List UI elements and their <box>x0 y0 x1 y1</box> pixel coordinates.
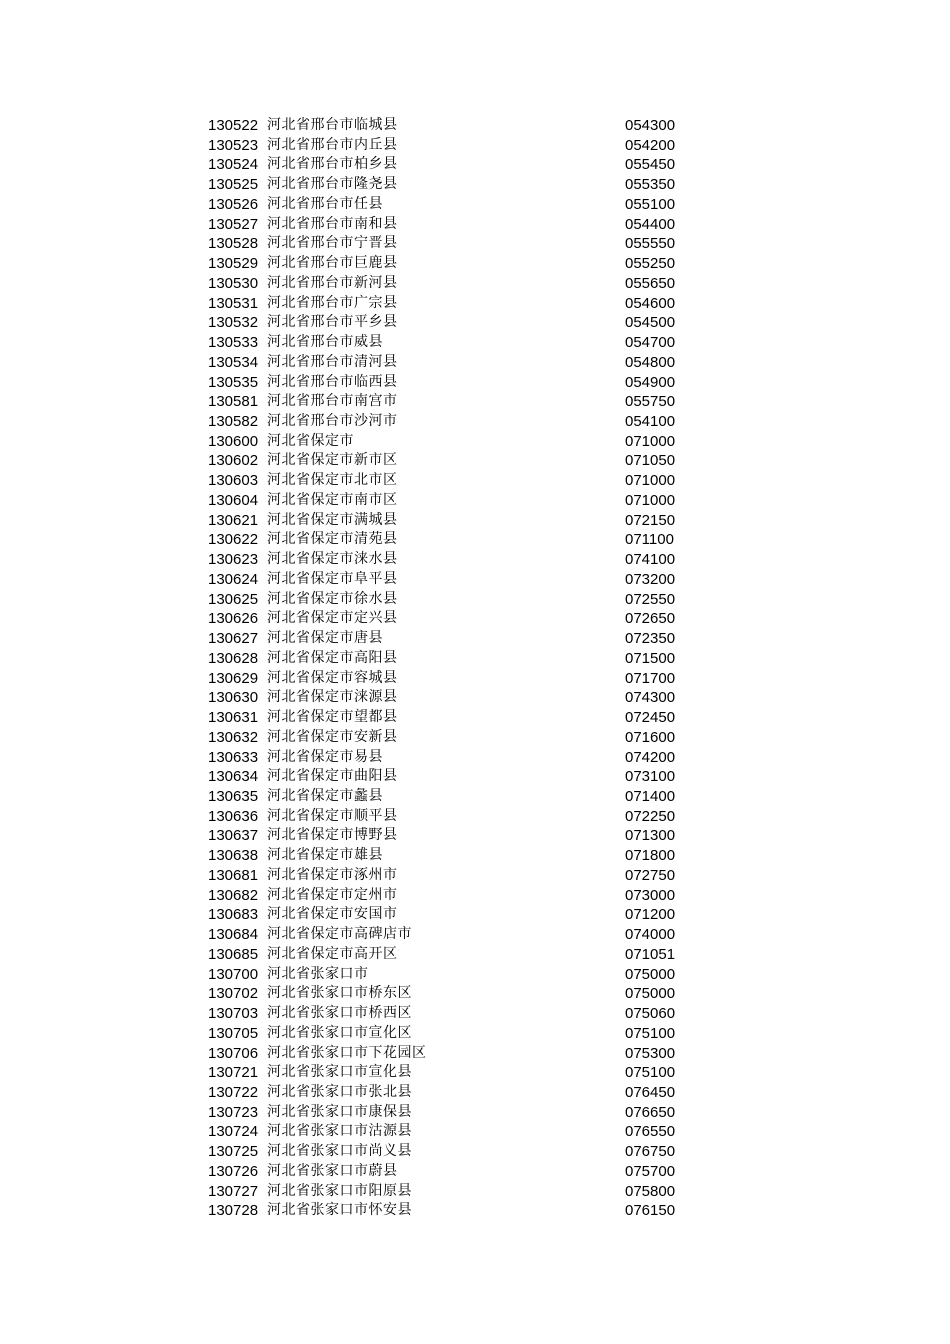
table-row <box>208 215 688 235</box>
region-name-cell: 河北省保定市清苑县 <box>267 531 398 548</box>
postal-code-cell: 054400 <box>625 215 676 233</box>
table-row <box>208 886 688 906</box>
region-code-cell: 130638 <box>208 847 259 865</box>
region-name-cell: 河北省保定市高阳县 <box>267 649 398 666</box>
region-code-cell: 130525 <box>208 176 259 194</box>
region-name-cell: 河北省邢台市隆尧县 <box>267 176 398 193</box>
postal-code-cell: 055100 <box>625 195 676 213</box>
region-name-cell: 河北省保定市望都县 <box>267 709 398 726</box>
region-name-cell: 河北省张家口市蔚县 <box>267 1162 398 1179</box>
region-code-cell: 130582 <box>208 413 259 431</box>
region-name-cell: 河北省邢台市威县 <box>267 334 383 351</box>
table-row <box>208 629 688 649</box>
postal-code-cell: 071500 <box>625 649 676 667</box>
table-row <box>208 570 688 590</box>
region-code-cell: 130602 <box>208 452 259 470</box>
region-code-cell: 130626 <box>208 610 259 628</box>
region-name-cell: 河北省保定市顺平县 <box>267 807 398 824</box>
region-code-cell: 130600 <box>208 432 259 450</box>
postal-code-cell: 076450 <box>625 1083 676 1101</box>
table-row <box>208 155 688 175</box>
region-name-cell: 河北省张家口市桥东区 <box>267 985 412 1002</box>
region-code-cell: 130636 <box>208 807 259 825</box>
region-name-cell: 河北省张家口市沽源县 <box>267 1123 412 1140</box>
region-name-cell: 河北省邢台市巨鹿县 <box>267 255 398 272</box>
region-code-cell: 130727 <box>208 1182 259 1200</box>
table-row <box>208 590 688 610</box>
region-name-cell: 河北省邢台市广宗县 <box>267 294 398 311</box>
region-code-cell: 130529 <box>208 255 259 273</box>
region-code-cell: 130524 <box>208 156 259 174</box>
postal-code-cell: 055350 <box>625 176 676 194</box>
region-code-cell: 130534 <box>208 353 259 371</box>
table-row <box>208 294 688 314</box>
table-row <box>208 136 688 156</box>
table-row <box>208 333 688 353</box>
region-code-cell: 130681 <box>208 866 259 884</box>
table-row <box>208 1201 688 1221</box>
region-name-cell: 河北省邢台市南和县 <box>267 215 398 232</box>
region-code-cell: 130637 <box>208 827 259 845</box>
table-row <box>208 688 688 708</box>
table-row <box>208 392 688 412</box>
postal-code-cell: 075000 <box>625 965 676 983</box>
region-name-cell: 河北省张家口市张北县 <box>267 1083 412 1100</box>
table-row <box>208 748 688 768</box>
region-name-cell: 河北省邢台市沙河市 <box>267 413 398 430</box>
table-row <box>208 1162 688 1182</box>
region-code-cell: 130528 <box>208 235 259 253</box>
region-name-cell: 河北省保定市雄县 <box>267 847 383 864</box>
postal-code-cell: 076750 <box>625 1143 676 1161</box>
postal-code-cell: 054300 <box>625 117 676 134</box>
table-row <box>208 274 688 294</box>
table-row <box>208 254 688 274</box>
table-row <box>208 1044 688 1064</box>
table-row <box>208 1063 688 1083</box>
postal-code-cell: 071400 <box>625 787 676 805</box>
region-code-cell: 130629 <box>208 669 259 687</box>
region-code-cell: 130530 <box>208 274 259 292</box>
region-code-cell: 130603 <box>208 472 259 490</box>
region-name-cell: 河北省邢台市柏乡县 <box>267 156 398 173</box>
table-row <box>208 1004 688 1024</box>
table-row <box>208 116 688 136</box>
region-name-cell: 河北省邢台市宁晋县 <box>267 235 398 252</box>
region-code-cell: 130700 <box>208 965 259 983</box>
region-code-cell: 130685 <box>208 945 259 963</box>
region-code-cell: 130706 <box>208 1044 259 1062</box>
region-code-cell: 130721 <box>208 1064 259 1082</box>
postal-code-cell: 074300 <box>625 689 676 707</box>
region-code-cell: 130627 <box>208 630 259 648</box>
region-name-cell: 河北省邢台市内丘县 <box>267 136 398 153</box>
postal-code-cell: 055250 <box>625 255 676 273</box>
table-row <box>208 175 688 195</box>
postal-code-cell: 073100 <box>625 768 676 786</box>
region-code-cell: 130633 <box>208 748 259 766</box>
region-name-cell: 河北省张家口市宣化县 <box>267 1064 412 1081</box>
postal-code-cell: 072150 <box>625 511 676 529</box>
region-code-cell: 130630 <box>208 689 259 707</box>
region-code-cell: 130682 <box>208 886 259 904</box>
table-row <box>208 195 688 215</box>
table-row <box>208 491 688 511</box>
region-code-cell: 130723 <box>208 1103 259 1121</box>
postal-code-cell: 055450 <box>625 156 676 174</box>
postal-code-cell: 072650 <box>625 610 676 628</box>
table-row <box>208 945 688 965</box>
region-code-cell: 130531 <box>208 294 259 312</box>
table-row <box>208 373 688 393</box>
table-row <box>208 807 688 827</box>
region-name-cell: 河北省张家口市 <box>267 965 369 982</box>
postal-code-cell: 074200 <box>625 748 676 766</box>
region-name-cell: 河北省张家口市尚义县 <box>267 1143 412 1160</box>
region-code-cell: 130725 <box>208 1143 259 1161</box>
region-name-cell: 河北省保定市徐水县 <box>267 590 398 607</box>
postal-code-cell: 072550 <box>625 590 676 608</box>
region-name-cell: 河北省张家口市阳原县 <box>267 1182 412 1199</box>
table-row <box>208 649 688 669</box>
postal-code-cell: 075800 <box>625 1182 676 1200</box>
region-name-cell: 河北省保定市蠡县 <box>267 787 383 804</box>
region-name-cell: 河北省保定市博野县 <box>267 827 398 844</box>
region-name-cell: 河北省张家口市康保县 <box>267 1103 412 1120</box>
region-name-cell: 河北省张家口市桥西区 <box>267 1005 412 1022</box>
postal-code-cell: 072450 <box>625 709 676 727</box>
region-code-cell: 130703 <box>208 1005 259 1023</box>
postal-code-cell: 072350 <box>625 630 676 648</box>
region-name-cell: 河北省保定市曲阳县 <box>267 768 398 785</box>
table-row <box>208 669 688 689</box>
table-row <box>208 826 688 846</box>
postal-code-cell: 055650 <box>625 274 676 292</box>
table-row <box>208 1182 688 1202</box>
region-code-cell: 130535 <box>208 373 259 391</box>
postal-code-cell: 054800 <box>625 353 676 371</box>
postal-code-cell: 071000 <box>625 491 676 509</box>
table-row <box>208 511 688 531</box>
postal-code-cell: 071000 <box>625 432 676 450</box>
region-name-cell: 河北省保定市唐县 <box>267 630 383 647</box>
region-code-cell: 130683 <box>208 906 259 924</box>
region-code-cell: 130581 <box>208 393 259 411</box>
postal-code-cell: 054200 <box>625 136 676 154</box>
region-name-cell: 河北省邢台市新河县 <box>267 274 398 291</box>
region-name-cell: 河北省保定市北市区 <box>267 472 398 489</box>
region-name-cell: 河北省邢台市任县 <box>267 195 383 212</box>
region-code-cell: 130684 <box>208 926 259 944</box>
region-code-cell: 130604 <box>208 491 259 509</box>
table-row <box>208 432 688 452</box>
table-row <box>208 708 688 728</box>
postal-code-cell: 071051 <box>625 945 676 963</box>
table-row <box>208 925 688 945</box>
region-name-cell: 河北省保定市涞源县 <box>267 689 398 706</box>
postal-code-cell: 075100 <box>625 1064 676 1082</box>
region-code-cell: 130702 <box>208 985 259 1003</box>
region-code-cell: 130532 <box>208 314 259 332</box>
table-row <box>208 905 688 925</box>
region-name-cell: 河北省保定市高开区 <box>267 945 398 962</box>
region-code-cell: 130533 <box>208 334 259 352</box>
postal-code-cell: 076150 <box>625 1202 676 1220</box>
region-code-cell: 130632 <box>208 728 259 746</box>
region-code-cell: 130624 <box>208 570 259 588</box>
region-name-cell: 河北省保定市安国市 <box>267 906 398 923</box>
region-name-cell: 河北省保定市高碑店市 <box>267 926 412 943</box>
region-name-cell: 河北省保定市安新县 <box>267 728 398 745</box>
table-row <box>208 767 688 787</box>
postal-code-cell: 054900 <box>625 373 676 391</box>
postal-code-cell: 073200 <box>625 570 676 588</box>
postal-code-cell: 075000 <box>625 985 676 1003</box>
postal-code-cell: 071700 <box>625 669 676 687</box>
postal-code-cell: 075060 <box>625 1005 676 1023</box>
region-code-cell: 130522 <box>208 117 259 134</box>
postal-code-cell: 075300 <box>625 1044 676 1062</box>
table-row <box>208 471 688 491</box>
region-name-cell: 河北省保定市新市区 <box>267 452 398 469</box>
region-code-table <box>208 116 688 1221</box>
region-code-cell: 130705 <box>208 1024 259 1042</box>
table-row <box>208 965 688 985</box>
table-row <box>208 313 688 333</box>
region-name-cell: 河北省保定市 <box>267 432 354 449</box>
table-row <box>208 451 688 471</box>
region-code-cell: 130623 <box>208 551 259 569</box>
postal-code-cell: 055550 <box>625 235 676 253</box>
region-code-cell: 130631 <box>208 709 259 727</box>
region-name-cell: 河北省保定市定州市 <box>267 886 398 903</box>
table-row <box>208 530 688 550</box>
region-name-cell: 河北省保定市涿州市 <box>267 866 398 883</box>
table-row <box>208 1103 688 1123</box>
postal-code-cell: 054700 <box>625 334 676 352</box>
region-name-cell: 河北省保定市易县 <box>267 748 383 765</box>
table-row <box>208 1142 688 1162</box>
table-row <box>208 1083 688 1103</box>
postal-code-cell: 072750 <box>625 866 676 884</box>
postal-code-cell: 071300 <box>625 827 676 845</box>
region-name-cell: 河北省保定市满城县 <box>267 511 398 528</box>
region-name-cell: 河北省保定市定兴县 <box>267 610 398 627</box>
postal-code-cell: 074100 <box>625 551 676 569</box>
postal-code-cell: 071600 <box>625 728 676 746</box>
table-row <box>208 609 688 629</box>
region-name-cell: 河北省张家口市宣化区 <box>267 1024 412 1041</box>
table-row <box>208 984 688 1004</box>
postal-code-cell: 071100 <box>625 531 674 549</box>
region-code-cell: 130635 <box>208 787 259 805</box>
postal-code-cell: 073000 <box>625 886 676 904</box>
postal-code-cell: 055750 <box>625 393 676 411</box>
table-row <box>208 353 688 373</box>
region-name-cell: 河北省张家口市怀安县 <box>267 1202 412 1219</box>
table-row <box>208 412 688 432</box>
postal-code-cell: 071050 <box>625 452 676 470</box>
table-row <box>208 728 688 748</box>
postal-code-cell: 076650 <box>625 1103 676 1121</box>
region-code-cell: 130527 <box>208 215 259 233</box>
table-row <box>208 846 688 866</box>
postal-code-cell: 075700 <box>625 1162 676 1180</box>
region-code-cell: 130726 <box>208 1162 259 1180</box>
region-name-cell: 河北省张家口市下花园区 <box>267 1044 427 1061</box>
postal-code-cell: 072250 <box>625 807 676 825</box>
region-code-cell: 130724 <box>208 1123 259 1141</box>
region-name-cell: 河北省保定市容城县 <box>267 669 398 686</box>
postal-code-cell: 054100 <box>625 413 676 431</box>
postal-code-cell: 071200 <box>625 906 676 924</box>
table-row <box>208 1024 688 1044</box>
region-code-cell: 130634 <box>208 768 259 786</box>
postal-code-cell: 075100 <box>625 1024 676 1042</box>
region-code-cell: 130625 <box>208 590 259 608</box>
region-code-cell: 130628 <box>208 649 259 667</box>
table-row <box>208 787 688 807</box>
region-name-cell: 河北省保定市阜平县 <box>267 570 398 587</box>
postal-code-cell: 074000 <box>625 926 676 944</box>
region-code-cell: 130622 <box>208 531 259 549</box>
region-name-cell: 河北省邢台市清河县 <box>267 353 398 370</box>
region-name-cell: 河北省保定市南市区 <box>267 491 398 508</box>
region-name-cell: 河北省邢台市临城县 <box>267 117 398 133</box>
region-code-cell: 130728 <box>208 1202 259 1220</box>
postal-code-cell: 071800 <box>625 847 676 865</box>
table-row <box>208 1122 688 1142</box>
postal-code-cell: 054500 <box>625 314 676 332</box>
table-row <box>208 550 688 570</box>
region-name-cell: 河北省邢台市平乡县 <box>267 314 398 331</box>
region-name-cell: 河北省邢台市临西县 <box>267 373 398 390</box>
table-row <box>208 234 688 254</box>
region-name-cell: 河北省邢台市南宫市 <box>267 393 398 410</box>
postal-code-cell: 054600 <box>625 294 676 312</box>
postal-code-cell: 071000 <box>625 472 676 490</box>
postal-code-cell: 076550 <box>625 1123 676 1141</box>
region-code-cell: 130523 <box>208 136 259 154</box>
region-code-cell: 130526 <box>208 195 259 213</box>
region-code-cell: 130621 <box>208 511 259 529</box>
table-row <box>208 866 688 886</box>
region-code-cell: 130722 <box>208 1083 259 1101</box>
region-name-cell: 河北省保定市涞水县 <box>267 551 398 568</box>
